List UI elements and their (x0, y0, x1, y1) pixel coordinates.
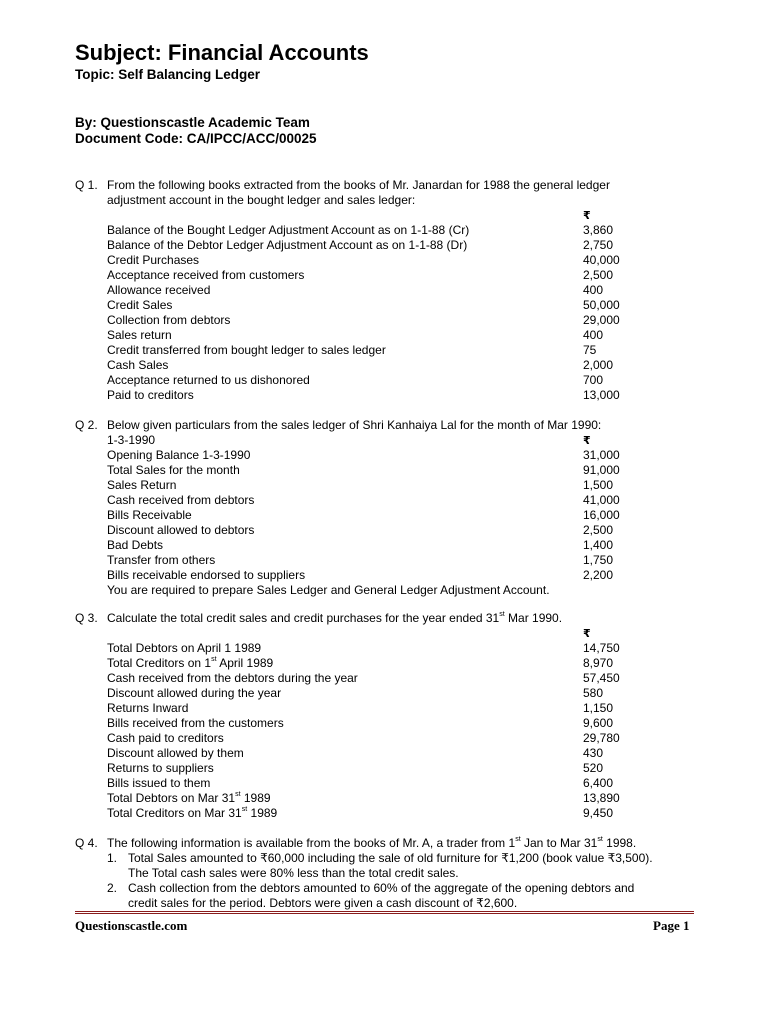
ledger-row (0, 478, 768, 493)
q1-rows (0, 223, 768, 403)
question-instruction: You are required to prepare Sales Ledger and General Ledger Adjustment Account. (107, 583, 550, 597)
ledger-row-amount: 9,600 (583, 716, 614, 730)
ledger-row (0, 313, 768, 328)
page-number: Page 1 (653, 918, 690, 933)
question-text: Below given particulars from the sales ledger of Shri Kanhaiya Lal for the month of Mar 1990: (107, 418, 602, 432)
ledger-row-amount: 57,450 (583, 671, 620, 685)
date-label: 1-3-1990 (107, 433, 156, 447)
ledger-row-label: Discount allowed to debtors (107, 523, 255, 537)
ledger-row-amount: 41,000 (583, 493, 620, 507)
ledger-row-amount: 2,500 (583, 523, 614, 537)
ledger-row (0, 686, 768, 701)
ledger-row-amount: 430 (583, 746, 604, 760)
ledger-row-label: Balance of the Debtor Ledger Adjustment Account as on 1-1-88 (Dr) (107, 238, 468, 252)
question-number: Q 4. (75, 836, 98, 850)
q3-rows (0, 671, 768, 791)
ledger-row (0, 716, 768, 731)
ledger-row-amount: 400 (583, 283, 604, 297)
ledger-row-amount: 50,000 (583, 298, 620, 312)
ledger-row-amount: 2,000 (583, 358, 614, 372)
ledger-row (0, 328, 768, 343)
ledger-row-label: Paid to creditors (107, 388, 194, 402)
question-number: Q 3. (75, 611, 98, 625)
ledger-row: Total Creditors on Mar 31st 1989 9,450 (107, 806, 614, 820)
ledger-row-amount: 2,500 (583, 268, 614, 282)
ledger-row-amount: 3,860 (583, 223, 614, 237)
list-item-continued: The Total cash sales were 80% less than the total credit sales. (128, 866, 459, 880)
ledger-row-label: Returns Inward (107, 701, 189, 715)
ledger-row (0, 776, 768, 791)
ledger-row (0, 538, 768, 553)
ledger-row-label: Bills receivable endorsed to suppliers (107, 568, 306, 582)
ledger-row-label: Credit Sales (107, 298, 173, 312)
ledger-row (0, 448, 768, 463)
topic-heading: Topic: Self Balancing Ledger (75, 67, 261, 82)
q2-rows (0, 448, 768, 583)
ledger-row-amount: 580 (583, 686, 604, 700)
ledger-row-amount: 1,150 (583, 701, 614, 715)
ledger-row-label: Cash paid to creditors (107, 731, 224, 745)
ledger-row-amount: 29,780 (583, 731, 620, 745)
author-line: By: Questionscastle Academic Team (75, 115, 310, 130)
rupee-symbol: ₹ (583, 627, 591, 640)
list-item-continued: credit sales for the period. Debtors were given a cash discount of ₹2,600. (128, 896, 518, 910)
ledger-row (0, 298, 768, 313)
ledger-row-label: Bills received from the customers (107, 716, 284, 730)
ledger-row (0, 761, 768, 776)
ledger-row-amount: 1,500 (583, 478, 614, 492)
ledger-row-amount: 75 (583, 343, 597, 357)
ledger-row-amount: 2,750 (583, 238, 614, 252)
ledger-row (0, 731, 768, 746)
ledger-row (0, 388, 768, 403)
rupee-symbol: ₹ (583, 209, 591, 222)
ledger-row-amount: 29,000 (583, 313, 620, 327)
ledger-row-label: Bad Debts (107, 538, 164, 552)
ledger-row: Total Debtors on Mar 31st 1989 13,890 (107, 791, 620, 805)
ledger-row-label: Opening Balance 1-3-1990 (107, 448, 251, 462)
question-text: Calculate the total credit sales and credit purchases for the year ended 31st Mar 1990. (107, 611, 563, 625)
question-number: Q 2. (75, 418, 98, 432)
document-code: Document Code: CA/IPCC/ACC/00025 (75, 131, 317, 146)
ledger-row-amount: 1,400 (583, 538, 614, 552)
ledger-row-label: Collection from debtors (107, 313, 231, 327)
ledger-row-label: Discount allowed by them (107, 746, 244, 760)
ledger-row (0, 253, 768, 268)
ledger-row-label: Balance of the Bought Ledger Adjustment Account as on 1-1-88 (Cr) (107, 223, 470, 237)
ledger-row-label: Discount allowed during the year (107, 686, 282, 700)
ledger-row-label: Sales Return (107, 478, 177, 492)
ledger-row: Total Debtors on April 1 1989 14,750 (107, 641, 620, 655)
ledger-row (0, 343, 768, 358)
question-number: Q 1. (75, 178, 98, 192)
ledger-row (0, 523, 768, 538)
question-text: The following information is available from the books of Mr. A, a trader from 1st Jan to Mar 31st 1998. (107, 836, 637, 850)
ledger-row (0, 746, 768, 761)
ledger-row-amount: 1,750 (583, 553, 614, 567)
ledger-row-label: Bills Receivable (107, 508, 192, 522)
ledger-row-amount: 91,000 (583, 463, 620, 477)
ledger-row (0, 463, 768, 478)
ledger-row-label: Acceptance returned to us dishonored (107, 373, 310, 387)
ledger-row-amount: 13,000 (583, 388, 620, 402)
ledger-row-label: Credit transferred from bought ledger to sales ledger (107, 343, 386, 357)
question-text: From the following books extracted from the books of Mr. Janardan for 1988 the general ledger (107, 178, 610, 192)
question-text: adjustment account in the bought ledger and sales ledger: (107, 193, 416, 207)
ledger-row (0, 373, 768, 388)
ledger-row (0, 553, 768, 568)
ledger-row-label: Sales return (107, 328, 172, 342)
footer-rule (75, 911, 694, 914)
ledger-row-amount: 520 (583, 761, 604, 775)
list-item: 2. Cash collection from the debtors amounted to 60% of the aggregate of the opening debtors and (107, 881, 635, 895)
ledger-row (0, 238, 768, 253)
ledger-row-label: Total Sales for the month (107, 463, 240, 477)
ledger-row-label: Cash Sales (107, 358, 169, 372)
ledger-row-label: Returns to suppliers (107, 761, 214, 775)
ledger-row (0, 701, 768, 716)
ledger-row-label: Cash received from debtors (107, 493, 255, 507)
ledger-row-amount: 700 (583, 373, 604, 387)
ledger-row (0, 508, 768, 523)
ledger-row (0, 283, 768, 298)
ledger-row-amount: 400 (583, 328, 604, 342)
ledger-row-amount: 6,400 (583, 776, 614, 790)
ledger-row-label: Bills issued to them (107, 776, 211, 790)
ledger-row-label: Allowance received (107, 283, 211, 297)
footer-site-link[interactable]: Questionscastle.com (75, 918, 188, 933)
ledger-row-amount: 16,000 (583, 508, 620, 522)
ledger-row (0, 223, 768, 238)
ledger-row: Total Creditors on 1st April 1989 8,970 (107, 656, 614, 670)
ledger-row (0, 358, 768, 373)
ledger-row-label: Acceptance received from customers (107, 268, 305, 282)
ledger-row-amount: 2,200 (583, 568, 614, 582)
ledger-row (0, 268, 768, 283)
ledger-row-amount: 31,000 (583, 448, 620, 462)
ledger-row (0, 493, 768, 508)
ledger-row (0, 568, 768, 583)
ledger-row-label: Cash received from the debtors during the year (107, 671, 358, 685)
ledger-row (0, 671, 768, 686)
rupee-symbol: ₹ (583, 434, 591, 447)
ledger-row-label: Credit Purchases (107, 253, 200, 267)
subject-heading: Subject: Financial Accounts (75, 40, 369, 65)
ledger-row-label: Transfer from others (107, 553, 216, 567)
list-item: 1. Total Sales amounted to ₹60,000 including the sale of old furniture for ₹1,200 (book value ₹3,500). (107, 851, 653, 865)
ledger-row-amount: 40,000 (583, 253, 620, 267)
